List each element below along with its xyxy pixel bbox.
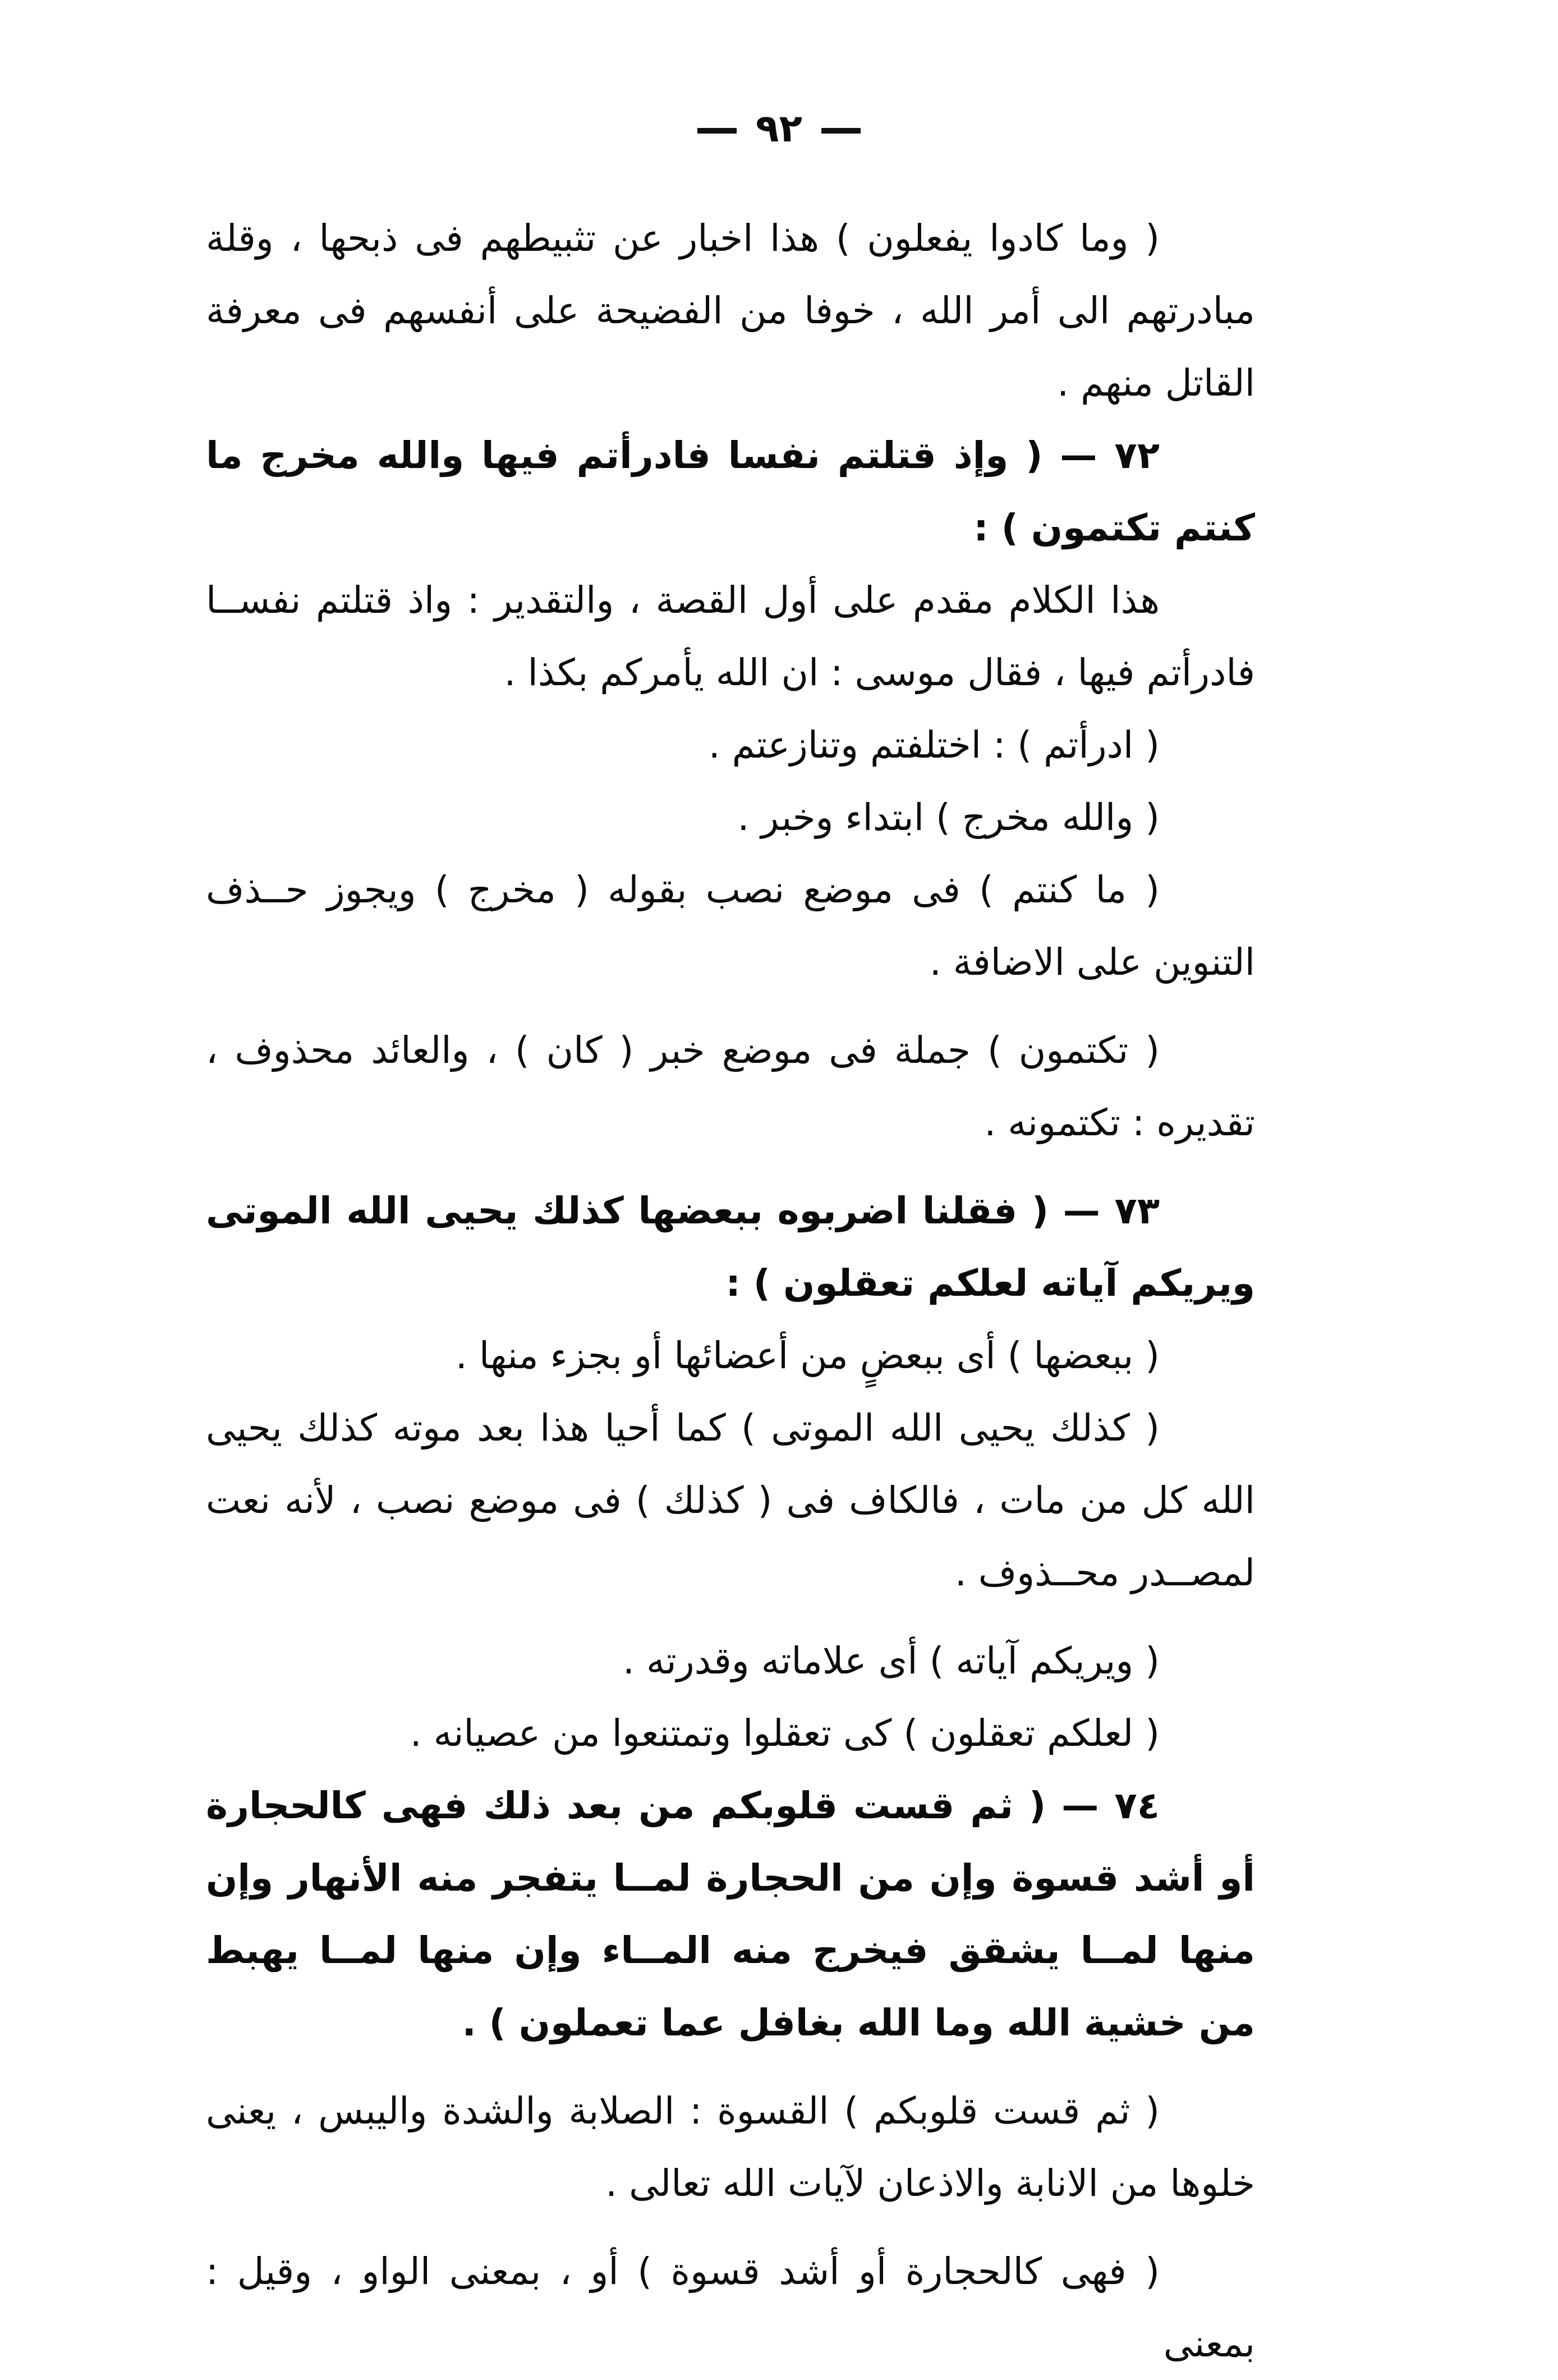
paragraph: ( فهى كالحجارة أو أشد قسوة ) أو ، بمعنى الواو ، وقيل : بمعنى [206, 2250, 1255, 2365]
page-number-value: ٩٢ [755, 107, 802, 151]
paragraph: ( ثم قست قلوبكم ) القسوة : الصلابة والشدة واليبس ، يعنى خلوها من الانابة والاذعان لآيات الله تعالى . [206, 2089, 1255, 2205]
page-number [0, 107, 1558, 151]
paragraph: ( ادرأتم ) : اختلفتم وتنازعتم . [708, 723, 1160, 767]
verse-paragraph: ٧٢ — ( وإذ قتلتم نفسا فادرأتم فيها والله مخرج ما كنتم تكتمون ) : [206, 434, 1255, 549]
paragraph: ( ويريكم آياته ) أى علاماته وقدرته . [623, 1639, 1160, 1682]
paragraph: ( تكتمون ) جملة فى موضع خبر ( كان ) ، والعائد محذوف ، تقديره : تكتمونه . [206, 1029, 1255, 1144]
paragraph: ( ما كنتم ) فى موضع نصب بقوله ( مخرج ) ويجوز حــذف التنوين على الاضافة . [206, 868, 1255, 984]
verse-paragraph: ٧٣ — ( فقلنا اضربوه ببعضها كذلك يحيى الله الموتى ويريكم آياته لعلكم تعقلون ) : [206, 1189, 1255, 1305]
page-number-dash-left [697, 128, 737, 134]
paragraph: ( وما كادوا يفعلون ) هذا اخبار عن تثبيطهم فى ذبحها ، وقلة مبادرتهم الى أمر الله ، خوفا من الفضيحة على أنفسهم فى معرفة القاتل منهم . [206, 217, 1255, 405]
verse-paragraph: ٧٤ — ( ثم قست قلوبكم من بعد ذلك فهى كالحجارة أو أشد قسوة وإن من الحجارة لمــا يتفجر منه الأنهار وإن منها لمــا يشقق فيخرج منه المــاء وإن منها لمــا يهبط من خشية الله وما الله بغافل عما تعملون ) . [206, 1784, 1255, 2044]
body-text [206, 202, 1255, 2380]
paragraph: ( والله مخرج ) ابتداء وخبر . [737, 796, 1160, 839]
paragraph: ( كذلك يحيى الله الموتى ) كما أحيا هذا بعد موته كذلك يحيى الله كل من مات ، فالكاف فى ( كذلك ) فى موضع نصب ، لأنه نعت لمصــدر محــذوف . [206, 1406, 1255, 1594]
paragraph: هذا الكلام مقدم على أول القصة ، والتقدير : واذ قتلتم نفســا فادرأتم فيها ، فقال موسى : ان الله يأمركم بكذا . [206, 579, 1255, 694]
paragraph: ( لعلكم تعقلون ) كى تعقلوا وتمتنعوا من عصيانه . [410, 1712, 1160, 1755]
page-number-dash-right [821, 128, 861, 134]
paragraph: ( ببعضها ) أى ببعضٍ من أعضائها أو بجزء منها . [455, 1334, 1160, 1377]
